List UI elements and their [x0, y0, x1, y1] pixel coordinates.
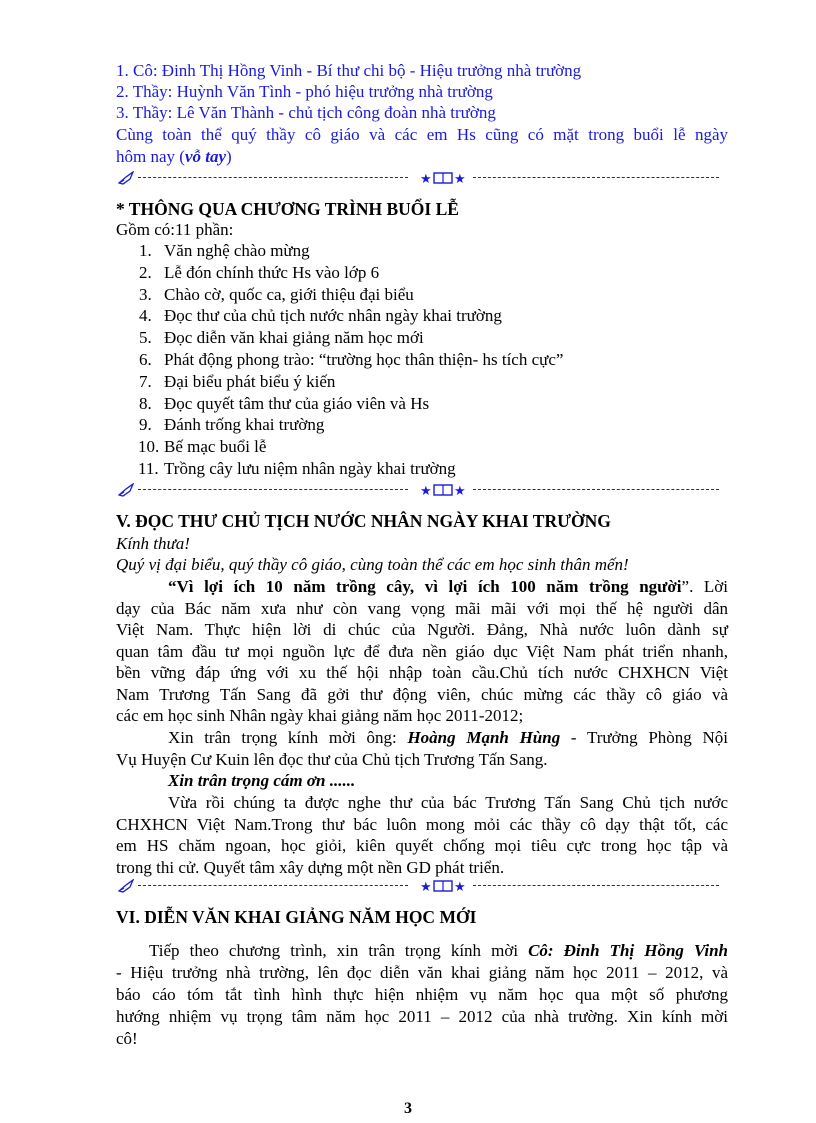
page-number: 3	[404, 1100, 412, 1117]
pen-nib-icon	[118, 171, 136, 185]
invitation-paragraph: Xin trân trọng kính mời ông: Hoàng Mạnh Hùng - Trưởng Phòng Nội Vụ Huyện Cư Kuin lên đọc thư của Chủ tịch Trương Tấn Sang.	[116, 728, 728, 769]
svg-text:★: ★	[454, 172, 466, 185]
program-item: 1. Văn nghệ chào mừng	[139, 241, 310, 260]
program-item: 6. Phát động phong trào: “trường học thân thiện- hs tích cực”	[139, 349, 564, 369]
program-item: 4. Đọc thư của chủ tịch nước nhân ngày khai trường	[139, 306, 502, 326]
section-6-heading: VI. DIỄN VĂN KHAI GIẢNG NĂM HỌC MỚI	[116, 907, 477, 927]
letter-paragraph-2: Vừa rồi chúng ta được nghe thư của bác Trương Tấn Sang Chủ tịch nước CHXHCN Việt Nam.Trong thư bác luôn mong mỏi các thầy cô dạy thật tốt, các em HS chăm ngoan, học giỏi, kiên quyết chống mọi tiêu cực trong học tập và trong thi cử. Quyết tâm xây dựng một nền GD phát triển.	[116, 793, 728, 877]
invited-speaker-name: Hoàng Mạnh Hùng	[407, 728, 561, 747]
pen-nib-icon	[118, 483, 136, 497]
program-item: 11. Trồng cây lưu niệm nhân ngày khai trường	[138, 458, 456, 478]
program-item: 5. Đọc diễn văn khai giảng năm học mới	[139, 328, 424, 348]
dashed-rule-left	[138, 489, 408, 490]
dashed-rule-right	[473, 885, 719, 886]
uncle-ho-quote: “Vì lợi ích 10 năm trồng cây, vì lợi ích 100 năm trồng người	[168, 577, 682, 596]
guest-line-1: 1. Cô: Đinh Thị Hồng Vinh - Bí thư chi bộ - Hiệu trưởng nhà trường	[116, 61, 582, 80]
program-heading: * THÔNG QUA CHƯƠNG TRÌNH BUỔI LỄ	[116, 199, 459, 219]
closing-line-2-end: )	[226, 147, 232, 166]
svg-text:★: ★	[454, 484, 466, 497]
section-divider	[118, 171, 722, 185]
svg-text:★: ★	[420, 172, 432, 185]
dashed-rule-left	[138, 177, 408, 178]
pen-nib-icon	[118, 879, 136, 893]
closing-line-2	[116, 146, 232, 167]
program-list	[116, 240, 563, 480]
dashed-rule-left	[138, 885, 408, 886]
program-item: 7. Đại biểu phát biểu ý kiến	[139, 371, 336, 391]
guest-line-2: 2. Thầy: Huỳnh Văn Tình - phó hiệu trưởng nhà trường	[116, 82, 493, 101]
letter-paragraph-1: “Vì lợi ích 10 năm trồng cây, vì lợi ích 100 năm trồng người”. Lời dạy của Bác năm xưa như còn vang vọng mãi mãi với mọi thế hệ người dân Việt Nam. Thực hiện lời di chúc của Người. Đảng, Nhà nước luôn dành sự quan tâm đầu tư mọi nguồn lực để đưa nền giáo dục Việt Nam phát triển nhanh, bền vững đáp ứng với xu thế hội nhập toàn cầu.Chủ tích nước CHXHCN Việt Nam Trương Tấn Sang đã gởi thư động viên, chúc mừng các thầy cô giáo và các em học sinh Nhân ngày khai giảng năm học 2011-2012;	[116, 577, 728, 725]
dashed-rule-right	[473, 489, 719, 490]
guest-line-3: 3. Thầy: Lê Văn Thành - chủ tịch công đoàn nhà trường	[116, 103, 496, 122]
program-item: 9. Đánh trống khai trường	[139, 415, 325, 435]
star-book-ornament-icon	[420, 879, 470, 893]
section-divider	[118, 483, 722, 497]
svg-text:★: ★	[454, 880, 466, 893]
quote-line: “Vì lợi ích 10 năm trồng cây, vì lợi ích 100 năm trồng người”. Lời	[168, 577, 728, 596]
greeting-line-1: Kính thưa!	[116, 534, 190, 553]
closing-line-1: Cùng toàn thể quý thầy cô giáo và các em Hs cũng có mặt trong buổi lễ ngày	[116, 125, 728, 144]
star-book-ornament-icon	[420, 171, 470, 185]
closing-line-2-start: hôm nay (	[116, 147, 185, 166]
applause-note: vỗ tay	[184, 147, 227, 166]
section-divider	[118, 879, 722, 893]
svg-text:★: ★	[420, 880, 432, 893]
svg-text:★: ★	[420, 484, 432, 497]
program-item: 3. Chào cờ, quốc ca, giới thiệu đại biểu	[139, 284, 414, 304]
dashed-rule-right	[473, 177, 719, 178]
thanks-line: Xin trân trọng cám ơn ......	[168, 771, 356, 790]
program-item: 2. Lễ đón chính thức Hs vào lớp 6	[139, 262, 380, 282]
program-intro: Gồm có:11 phần:	[116, 220, 234, 239]
program-item: 10. Bế mạc buổi lễ	[138, 437, 267, 457]
program-item: 8. Đọc quyết tâm thư của giáo viên và Hs	[139, 393, 430, 413]
principal-name: Cô: Đinh Thị Hồng Vinh	[528, 941, 728, 960]
star-book-ornament-icon	[420, 483, 470, 497]
greeting-line-2: Quý vị đại biểu, quý thầy cô giáo, cùng toàn thể các em học sinh thân mến!	[116, 555, 629, 574]
section-5-heading: V. ĐỌC THƯ CHỦ TỊCH NƯỚC NHÂN NGÀY KHAI TRƯỜNG	[116, 511, 611, 531]
speech-invitation-paragraph: Tiếp theo chương trình, xin trân trọng kính mời Cô: Đinh Thị Hồng Vinh - Hiệu trưởng nhà trường, lên đọc diễn văn khai giảng năm học 2011 – 2012, và báo cáo tóm tắt tình hình thực hiện nhiệm vụ năm học qua một số phương hướng nhiệm vụ trọng tâm năm học 2011 – 2012 của nhà trường. Xin kính mời cô!	[116, 941, 728, 1048]
